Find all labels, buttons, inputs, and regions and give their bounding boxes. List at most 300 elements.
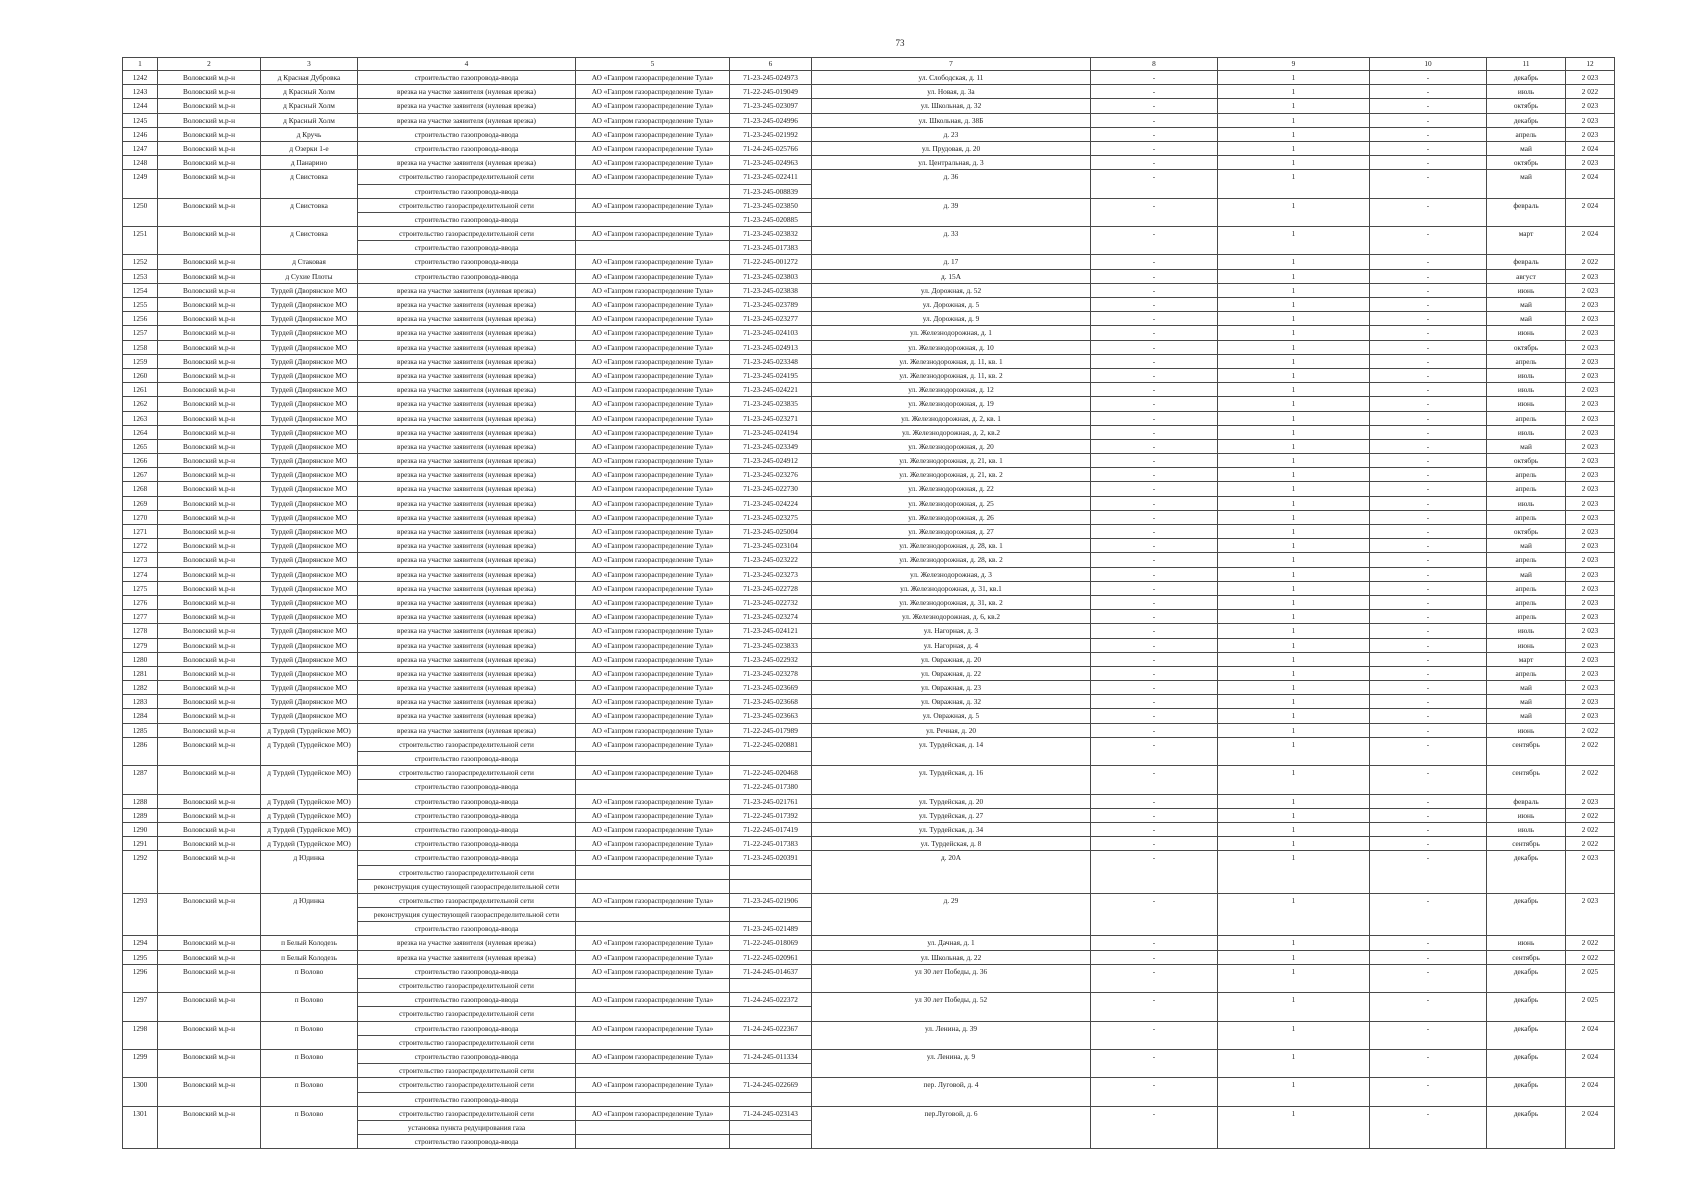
- col8-value: -: [1091, 1021, 1218, 1035]
- row-number: 1242: [123, 71, 158, 85]
- locality: [261, 879, 358, 893]
- col10-value: -: [1370, 1106, 1487, 1120]
- district: Воловский м.р-н: [158, 1049, 261, 1063]
- month: декабрь: [1487, 113, 1566, 127]
- year: 2 022: [1566, 822, 1615, 836]
- year: 2 023: [1566, 893, 1615, 907]
- col8-value: -: [1091, 71, 1218, 85]
- col10-value: -: [1370, 525, 1487, 539]
- table-row: [123, 1007, 1615, 1021]
- work-type: строительство газопровода-ввода: [358, 822, 576, 836]
- work-type: строительство газопровода-ввода: [358, 71, 576, 85]
- organization: [576, 1092, 730, 1106]
- header-row: [123, 58, 1615, 71]
- col8-value: [1091, 979, 1218, 993]
- district: Воловский м.р-н: [158, 425, 261, 439]
- col9-value: 1: [1218, 638, 1370, 652]
- table-row: [123, 1064, 1615, 1078]
- col10-value: -: [1370, 71, 1487, 85]
- month: [1487, 1092, 1566, 1106]
- col10-value: -: [1370, 198, 1487, 212]
- work-type: врезка на участке заявителя (нулевая врезка): [358, 85, 576, 99]
- locality: Турдей (Дворянское МО: [261, 624, 358, 638]
- organization: АО «Газпром газораспределение Тула»: [576, 354, 730, 368]
- col10-value: [1370, 1092, 1487, 1106]
- row-number: 1290: [123, 822, 158, 836]
- row-number: 1269: [123, 496, 158, 510]
- district: [158, 922, 261, 936]
- locality: Турдей (Дворянское МО: [261, 610, 358, 624]
- locality: Турдей (Дворянское МО: [261, 397, 358, 411]
- row-number: [123, 1064, 158, 1078]
- row-number: [123, 184, 158, 198]
- col8-value: -: [1091, 808, 1218, 822]
- table-row: [123, 411, 1615, 425]
- organization: АО «Газпром газораспределение Тула»: [576, 439, 730, 453]
- row-number: 1271: [123, 525, 158, 539]
- table-row: [123, 837, 1615, 851]
- col9-value: 1: [1218, 283, 1370, 297]
- year: 2 024: [1566, 170, 1615, 184]
- col10-value: -: [1370, 468, 1487, 482]
- table-row: [123, 354, 1615, 368]
- locality: п Волово: [261, 964, 358, 978]
- month: декабрь: [1487, 1021, 1566, 1035]
- organization: АО «Газпром газораспределение Тула»: [576, 1049, 730, 1063]
- object-code: 71-24-245-025766: [730, 141, 812, 155]
- organization: АО «Газпром газораспределение Тула»: [576, 454, 730, 468]
- locality: д Турдей (Турдейское МО): [261, 837, 358, 851]
- organization: АО «Газпром газораспределение Тула»: [576, 624, 730, 638]
- col9-value: 1: [1218, 595, 1370, 609]
- col9-value: 1: [1218, 709, 1370, 723]
- col9-value: [1218, 241, 1370, 255]
- address: ул. Ленина, д. 39: [812, 1021, 1091, 1035]
- table-row: [123, 1035, 1615, 1049]
- year: 2 023: [1566, 695, 1615, 709]
- col9-value: [1218, 979, 1370, 993]
- year: 2 023: [1566, 709, 1615, 723]
- district: Воловский м.р-н: [158, 851, 261, 865]
- year: 2 022: [1566, 255, 1615, 269]
- object-code: 71-23-245-023850: [730, 198, 812, 212]
- locality: д Красная Дубровка: [261, 71, 358, 85]
- col10-value: -: [1370, 397, 1487, 411]
- organization: АО «Газпром газораспределение Тула»: [576, 71, 730, 85]
- col10-value: -: [1370, 652, 1487, 666]
- year: [1566, 922, 1615, 936]
- object-code: 71-23-245-008839: [730, 184, 812, 198]
- col8-value: -: [1091, 141, 1218, 155]
- district: Воловский м.р-н: [158, 610, 261, 624]
- col9-value: 1: [1218, 255, 1370, 269]
- year: 2 023: [1566, 539, 1615, 553]
- organization: АО «Газпром газораспределение Тула»: [576, 695, 730, 709]
- locality: Турдей (Дворянское МО: [261, 666, 358, 680]
- col8-value: -: [1091, 326, 1218, 340]
- district: Воловский м.р-н: [158, 652, 261, 666]
- col8-value: -: [1091, 227, 1218, 241]
- work-type: строительство газораспределительной сети: [358, 1078, 576, 1092]
- col9-value: 1: [1218, 681, 1370, 695]
- month: [1487, 1064, 1566, 1078]
- month: май: [1487, 567, 1566, 581]
- district: [158, 1092, 261, 1106]
- locality: Турдей (Дворянское МО: [261, 312, 358, 326]
- object-code: 71-23-245-023789: [730, 298, 812, 312]
- column-header: 5: [576, 58, 730, 71]
- district: Воловский м.р-н: [158, 482, 261, 496]
- year: [1566, 780, 1615, 794]
- address: ул. Железнодорожная, д. 28, кв. 1: [812, 539, 1091, 553]
- organization: [576, 1064, 730, 1078]
- locality: п Белый Колодезь: [261, 950, 358, 964]
- month: март: [1487, 652, 1566, 666]
- object-code: 71-23-245-021992: [730, 127, 812, 141]
- table-row: [123, 255, 1615, 269]
- address: ул 30 лет Победы, д. 52: [812, 993, 1091, 1007]
- year: [1566, 1035, 1615, 1049]
- locality: [261, 1092, 358, 1106]
- district: Воловский м.р-н: [158, 595, 261, 609]
- district: Воловский м.р-н: [158, 681, 261, 695]
- object-code: 71-23-245-023663: [730, 709, 812, 723]
- object-code: 71-23-245-022728: [730, 581, 812, 595]
- row-number: 1272: [123, 539, 158, 553]
- col8-value: -: [1091, 950, 1218, 964]
- col10-value: -: [1370, 156, 1487, 170]
- locality: д Свистовка: [261, 198, 358, 212]
- object-code: [730, 752, 812, 766]
- table-row: [123, 425, 1615, 439]
- address: ул. Железнодорожная, д. 22: [812, 482, 1091, 496]
- address: ул. Овражная, д. 20: [812, 652, 1091, 666]
- col8-value: -: [1091, 85, 1218, 99]
- organization: АО «Газпром газораспределение Тула»: [576, 936, 730, 950]
- table-row: [123, 170, 1615, 184]
- col9-value: 1: [1218, 808, 1370, 822]
- col10-value: -: [1370, 893, 1487, 907]
- month: декабрь: [1487, 851, 1566, 865]
- month: февраль: [1487, 255, 1566, 269]
- object-code: 71-24-245-014637: [730, 964, 812, 978]
- col9-value: 1: [1218, 964, 1370, 978]
- object-code: 71-23-245-020885: [730, 212, 812, 226]
- year: 2 024: [1566, 1049, 1615, 1063]
- organization: АО «Газпром газораспределение Тула»: [576, 340, 730, 354]
- month: август: [1487, 269, 1566, 283]
- table-row: [123, 1106, 1615, 1120]
- table-row: [123, 681, 1615, 695]
- locality: д Турдей (Турдейское МО): [261, 766, 358, 780]
- locality: [261, 1135, 358, 1149]
- object-code: 71-23-245-021761: [730, 794, 812, 808]
- organization: АО «Газпром газораспределение Тула»: [576, 581, 730, 595]
- object-code: 71-23-245-023275: [730, 510, 812, 524]
- col10-value: -: [1370, 709, 1487, 723]
- locality: [261, 184, 358, 198]
- col10-value: [1370, 1120, 1487, 1134]
- col9-value: 1: [1218, 269, 1370, 283]
- locality: д Сухие Плоты: [261, 269, 358, 283]
- organization: АО «Газпром газораспределение Тула»: [576, 510, 730, 524]
- object-code: 71-22-245-017989: [730, 723, 812, 737]
- object-code: 71-24-245-022669: [730, 1078, 812, 1092]
- address: [812, 184, 1091, 198]
- organization: АО «Газпром газораспределение Тула»: [576, 638, 730, 652]
- district: Воловский м.р-н: [158, 525, 261, 539]
- address: ул. Речная, д. 20: [812, 723, 1091, 737]
- table-row: [123, 865, 1615, 879]
- month: июль: [1487, 624, 1566, 638]
- table-row: [123, 397, 1615, 411]
- district: Воловский м.р-н: [158, 141, 261, 155]
- district: Воловский м.р-н: [158, 312, 261, 326]
- organization: [576, 752, 730, 766]
- row-number: 1267: [123, 468, 158, 482]
- year: 2 023: [1566, 340, 1615, 354]
- work-type: врезка на участке заявителя (нулевая врезка): [358, 99, 576, 113]
- col9-value: 1: [1218, 822, 1370, 836]
- col10-value: -: [1370, 766, 1487, 780]
- col9-value: 1: [1218, 411, 1370, 425]
- object-code: 71-23-245-023349: [730, 439, 812, 453]
- row-number: 1259: [123, 354, 158, 368]
- col8-value: -: [1091, 539, 1218, 553]
- locality: [261, 865, 358, 879]
- district: [158, 212, 261, 226]
- col9-value: 1: [1218, 85, 1370, 99]
- col9-value: 1: [1218, 71, 1370, 85]
- district: Воловский м.р-н: [158, 85, 261, 99]
- district: Воловский м.р-н: [158, 127, 261, 141]
- object-code: 71-22-245-017392: [730, 808, 812, 822]
- col10-value: [1370, 241, 1487, 255]
- address: ул. Овражная, д. 5: [812, 709, 1091, 723]
- col8-value: -: [1091, 198, 1218, 212]
- year: 2 024: [1566, 198, 1615, 212]
- object-code: 71-23-245-024224: [730, 496, 812, 510]
- organization: АО «Газпром газораспределение Тула»: [576, 737, 730, 751]
- address: д. 15А: [812, 269, 1091, 283]
- table-row: [123, 808, 1615, 822]
- address: ул. Новая, д. 3а: [812, 85, 1091, 99]
- object-code: 71-22-245-018069: [730, 936, 812, 950]
- locality: д Свистовка: [261, 227, 358, 241]
- year: 2 022: [1566, 723, 1615, 737]
- object-code: 71-23-245-024912: [730, 454, 812, 468]
- organization: [576, 1120, 730, 1134]
- table-row: [123, 567, 1615, 581]
- col8-value: -: [1091, 822, 1218, 836]
- district: Воловский м.р-н: [158, 227, 261, 241]
- address: ул 30 лет Победы, д. 36: [812, 964, 1091, 978]
- col8-value: [1091, 752, 1218, 766]
- row-number: 1275: [123, 581, 158, 595]
- col9-value: 1: [1218, 99, 1370, 113]
- organization: АО «Газпром газораспределение Тула»: [576, 1106, 730, 1120]
- address: ул. Дорожная, д. 52: [812, 283, 1091, 297]
- object-code: 71-23-245-022411: [730, 170, 812, 184]
- col8-value: -: [1091, 170, 1218, 184]
- row-number: [123, 780, 158, 794]
- col9-value: 1: [1218, 851, 1370, 865]
- organization: АО «Газпром газораспределение Тула»: [576, 723, 730, 737]
- organization: АО «Газпром газораспределение Тула»: [576, 666, 730, 680]
- col8-value: [1091, 780, 1218, 794]
- organization: АО «Газпром газораспределение Тула»: [576, 269, 730, 283]
- table-row: [123, 340, 1615, 354]
- row-number: 1279: [123, 638, 158, 652]
- object-code: 71-22-245-017419: [730, 822, 812, 836]
- address: [812, 865, 1091, 879]
- work-type: строительство газопровода-ввода: [358, 269, 576, 283]
- object-code: 71-23-245-024996: [730, 113, 812, 127]
- col10-value: [1370, 1064, 1487, 1078]
- row-number: 1273: [123, 553, 158, 567]
- col10-value: -: [1370, 822, 1487, 836]
- district: [158, 1064, 261, 1078]
- locality: [261, 922, 358, 936]
- object-code: 71-22-245-020961: [730, 950, 812, 964]
- month: февраль: [1487, 794, 1566, 808]
- work-type: строительство газопровода-ввода: [358, 1021, 576, 1035]
- year: [1566, 865, 1615, 879]
- col10-value: -: [1370, 695, 1487, 709]
- column-header: 2: [158, 58, 261, 71]
- month: май: [1487, 439, 1566, 453]
- col10-value: -: [1370, 539, 1487, 553]
- address: д. 29: [812, 893, 1091, 907]
- year: 2 024: [1566, 1021, 1615, 1035]
- year: 2 023: [1566, 624, 1615, 638]
- locality: п Волово: [261, 993, 358, 1007]
- row-number: 1261: [123, 383, 158, 397]
- col8-value: -: [1091, 1078, 1218, 1092]
- col8-value: -: [1091, 595, 1218, 609]
- col9-value: 1: [1218, 198, 1370, 212]
- object-code: 71-23-245-020391: [730, 851, 812, 865]
- address: ул. Прудовая, д. 20: [812, 141, 1091, 155]
- col9-value: [1218, 879, 1370, 893]
- organization: АО «Газпром газораспределение Тула»: [576, 539, 730, 553]
- month: апрель: [1487, 354, 1566, 368]
- district: [158, 780, 261, 794]
- district: Воловский м.р-н: [158, 496, 261, 510]
- address: пер. Луговой, д. 4: [812, 1078, 1091, 1092]
- col8-value: -: [1091, 525, 1218, 539]
- col9-value: 1: [1218, 581, 1370, 595]
- year: [1566, 212, 1615, 226]
- col8-value: [1091, 184, 1218, 198]
- row-number: 1281: [123, 666, 158, 680]
- table-row: [123, 979, 1615, 993]
- object-code: 71-24-245-023143: [730, 1106, 812, 1120]
- row-number: 1263: [123, 411, 158, 425]
- work-type: врезка на участке заявителя (нулевая врезка): [358, 553, 576, 567]
- address: [812, 1092, 1091, 1106]
- year: 2 023: [1566, 468, 1615, 482]
- col10-value: -: [1370, 411, 1487, 425]
- col8-value: -: [1091, 709, 1218, 723]
- month: июль: [1487, 383, 1566, 397]
- organization: АО «Газпром газораспределение Тула»: [576, 99, 730, 113]
- address: ул. Школьная, д. 38Б: [812, 113, 1091, 127]
- locality: [261, 241, 358, 255]
- row-number: 1268: [123, 482, 158, 496]
- object-code: 71-22-245-020881: [730, 737, 812, 751]
- gasification-table: [122, 57, 1615, 1149]
- district: Воловский м.р-н: [158, 1078, 261, 1092]
- row-number: 1297: [123, 993, 158, 1007]
- address: д. 39: [812, 198, 1091, 212]
- district: Воловский м.р-н: [158, 255, 261, 269]
- district: Воловский м.р-н: [158, 71, 261, 85]
- table-row: [123, 553, 1615, 567]
- month: декабрь: [1487, 71, 1566, 85]
- address: ул. Слободская, д. 11: [812, 71, 1091, 85]
- organization: АО «Газпром газораспределение Тула»: [576, 368, 730, 382]
- organization: АО «Газпром газораспределение Тула»: [576, 141, 730, 155]
- year: 2 023: [1566, 368, 1615, 382]
- col9-value: 1: [1218, 539, 1370, 553]
- district: Воловский м.р-н: [158, 808, 261, 822]
- col8-value: -: [1091, 340, 1218, 354]
- year: 2 023: [1566, 610, 1615, 624]
- year: [1566, 908, 1615, 922]
- district: Воловский м.р-н: [158, 368, 261, 382]
- year: 2 023: [1566, 525, 1615, 539]
- object-code: 71-23-245-021489: [730, 922, 812, 936]
- locality: Турдей (Дворянское МО: [261, 510, 358, 524]
- district: [158, 979, 261, 993]
- year: 2 023: [1566, 595, 1615, 609]
- row-number: 1286: [123, 737, 158, 751]
- address: ул. Железнодорожная, д. 11, кв. 2: [812, 368, 1091, 382]
- col8-value: -: [1091, 425, 1218, 439]
- work-type: строительство газораспределительной сети: [358, 737, 576, 751]
- locality: Турдей (Дворянское МО: [261, 681, 358, 695]
- table-body: [123, 71, 1615, 1149]
- district: Воловский м.р-н: [158, 794, 261, 808]
- organization: [576, 879, 730, 893]
- row-number: [123, 879, 158, 893]
- row-number: 1248: [123, 156, 158, 170]
- col9-value: 1: [1218, 397, 1370, 411]
- col8-value: [1091, 922, 1218, 936]
- address: ул. Железнодорожная, д. 25: [812, 496, 1091, 510]
- col8-value: -: [1091, 482, 1218, 496]
- locality: Турдей (Дворянское МО: [261, 482, 358, 496]
- year: 2 022: [1566, 737, 1615, 751]
- table-row: [123, 595, 1615, 609]
- locality: Турдей (Дворянское МО: [261, 425, 358, 439]
- district: Воловский м.р-н: [158, 723, 261, 737]
- col10-value: -: [1370, 1049, 1487, 1063]
- table-row: [123, 312, 1615, 326]
- col8-value: -: [1091, 1049, 1218, 1063]
- col8-value: -: [1091, 652, 1218, 666]
- col8-value: -: [1091, 666, 1218, 680]
- address: ул. Дорожная, д. 9: [812, 312, 1091, 326]
- organization: АО «Газпром газораспределение Тула»: [576, 425, 730, 439]
- district: Воловский м.р-н: [158, 340, 261, 354]
- month: октябрь: [1487, 340, 1566, 354]
- row-number: 1247: [123, 141, 158, 155]
- col9-value: 1: [1218, 340, 1370, 354]
- work-type: строительство газопровода-ввода: [358, 851, 576, 865]
- table-row: [123, 113, 1615, 127]
